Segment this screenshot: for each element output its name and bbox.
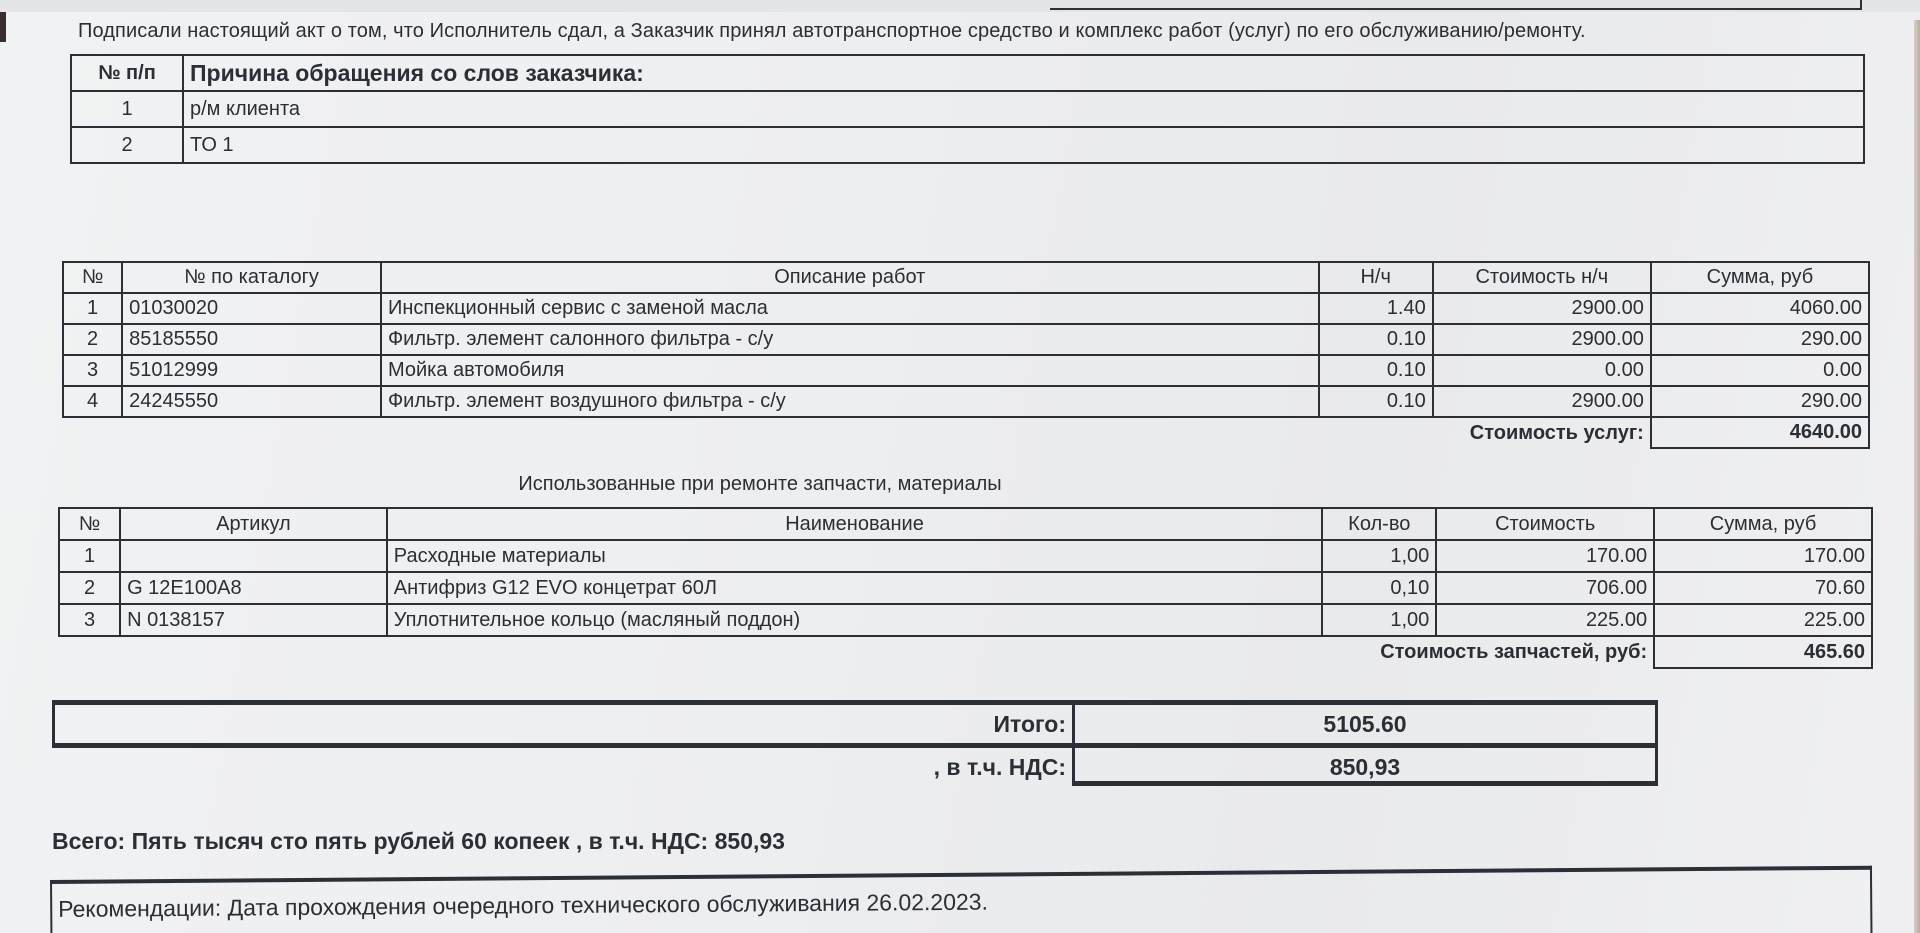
cell-catalog-number: 85185550 [122, 324, 381, 355]
cell-article [120, 540, 387, 572]
parts-header-row [59, 508, 1872, 540]
header-hour-cost: Стоимость н/ч [1433, 262, 1651, 293]
cell-article: G 12E100A8 [120, 572, 387, 604]
recommendations-box [50, 866, 1873, 933]
cell-number: 1 [63, 293, 122, 324]
header-article: Артикул [120, 508, 387, 540]
cell-quantity: 1,00 [1322, 540, 1436, 572]
header-number: № [63, 262, 122, 293]
works-header-row [63, 262, 1869, 293]
cell-quantity: 1,00 [1322, 604, 1436, 636]
header-number: № [59, 508, 120, 540]
grand-total-row [52, 700, 1658, 748]
cell-reason: ТО 1 [183, 127, 1864, 163]
table-row [59, 540, 1872, 572]
cell-description: Фильтр. элемент салонного фильтра - с/у [381, 324, 1319, 355]
header-norm-hours: Н/ч [1319, 262, 1433, 293]
cell-price: 706.00 [1436, 572, 1654, 604]
cell-sum: 290.00 [1651, 386, 1869, 417]
cell-number: 3 [59, 604, 120, 636]
header-number: № п/п [71, 55, 183, 91]
cell-description: Инспекционный сервис с заменой масла [381, 293, 1319, 324]
cell-hour-cost: 2900.00 [1433, 386, 1651, 417]
cell-hour-cost: 2900.00 [1433, 324, 1651, 355]
cell-norm-hours: 0.10 [1319, 386, 1433, 417]
table-row [71, 91, 1864, 127]
cell-description: Мойка автомобиля [381, 355, 1319, 386]
parts-table [58, 507, 1873, 669]
services-total-row [63, 417, 1869, 448]
cell-sum: 290.00 [1651, 324, 1869, 355]
cell-name: Расходные материалы [387, 540, 1323, 572]
cell-norm-hours: 0.10 [1319, 355, 1433, 386]
cell-number: 4 [63, 386, 122, 417]
cell-number: 1 [71, 91, 183, 127]
cell-sum: 225.00 [1654, 604, 1872, 636]
paper-edge [1914, 20, 1920, 933]
header-description: Описание работ [381, 262, 1319, 293]
cell-sum: 70.60 [1654, 572, 1872, 604]
cell-sum: 4060.00 [1651, 293, 1869, 324]
reasons-table [70, 54, 1865, 164]
vat-row [52, 748, 1658, 786]
cell-hour-cost: 0.00 [1433, 355, 1651, 386]
cell-article: N 0138157 [120, 604, 387, 636]
vat-label: , в т.ч. НДС: [933, 754, 1066, 780]
cell-catalog-number: 51012999 [122, 355, 381, 386]
works-table [62, 261, 1870, 449]
intro-statement: Подписали настоящий акт о том, что Исполнитель сдал, а Заказчик принял автотранспортное средство и комплекс работ (услуг) по его обслуживанию/ремонту. [78, 20, 1586, 42]
cell-number: 2 [71, 127, 183, 163]
cell-sum: 170.00 [1654, 540, 1872, 572]
header-sum: Сумма, руб [1654, 508, 1872, 540]
cell-number: 3 [63, 355, 122, 386]
grand-total-label: Итого: [993, 711, 1066, 737]
header-sum: Сумма, руб [1651, 262, 1869, 293]
cell-norm-hours: 0.10 [1319, 324, 1433, 355]
cell-description: Фильтр. элемент воздушного фильтра - с/у [381, 386, 1319, 417]
cell-name: Уплотнительное кольцо (масляный поддон) [387, 604, 1323, 636]
cell-reason: р/м клиента [183, 91, 1864, 127]
reasons-header-row [71, 55, 1864, 91]
header-price: Стоимость [1436, 508, 1654, 540]
cell-number: 2 [63, 324, 122, 355]
table-row [59, 572, 1872, 604]
cell-price: 225.00 [1436, 604, 1654, 636]
cell-catalog-number: 24245550 [122, 386, 381, 417]
table-row [71, 127, 1864, 163]
header-reason: Причина обращения со слов заказчика: [183, 55, 1864, 91]
cell-price: 170.00 [1436, 540, 1654, 572]
cut-off-top-strip [0, 0, 1920, 12]
header-name: Наименование [387, 508, 1323, 540]
cell-catalog-number: 01030020 [122, 293, 381, 324]
services-total-value: 4640.00 [1651, 417, 1869, 448]
totals-block [52, 700, 1658, 786]
cell-hour-cost: 2900.00 [1433, 293, 1651, 324]
previous-frame-edge [1050, 0, 1862, 10]
services-total-label: Стоимость услуг: [1469, 421, 1644, 444]
total-in-words: Всего: Пять тысяч сто пять рублей 60 копеек , в т.ч. НДС: 850,93 [52, 828, 785, 854]
parts-total-value: 465.60 [1654, 636, 1872, 668]
table-row [63, 324, 1869, 355]
header-catalog-number: № по каталогу [122, 262, 381, 293]
vat-value: 850,93 [1072, 748, 1658, 786]
table-row [59, 604, 1872, 636]
grand-total-value: 5105.60 [1072, 705, 1655, 743]
photo-background-edge [0, 12, 6, 42]
parts-caption: Использованные при ремонте запчасти, материалы [518, 473, 1002, 495]
table-row [63, 386, 1869, 417]
table-row [63, 293, 1869, 324]
parts-total-row [59, 636, 1872, 668]
table-row [63, 355, 1869, 386]
cell-number: 2 [59, 572, 120, 604]
header-quantity: Кол-во [1322, 508, 1436, 540]
cell-quantity: 0,10 [1322, 572, 1436, 604]
cell-number: 1 [59, 540, 120, 572]
cell-norm-hours: 1.40 [1319, 293, 1433, 324]
recommendations-text: Рекомендации: Дата прохождения очередного технического обслуживания 26.02.2023. [58, 888, 989, 922]
cell-name: Антифриз G12 EVO концетрат 60Л [387, 572, 1323, 604]
parts-total-label: Стоимость запчастей, руб: [1380, 641, 1648, 663]
cell-sum: 0.00 [1651, 355, 1869, 386]
